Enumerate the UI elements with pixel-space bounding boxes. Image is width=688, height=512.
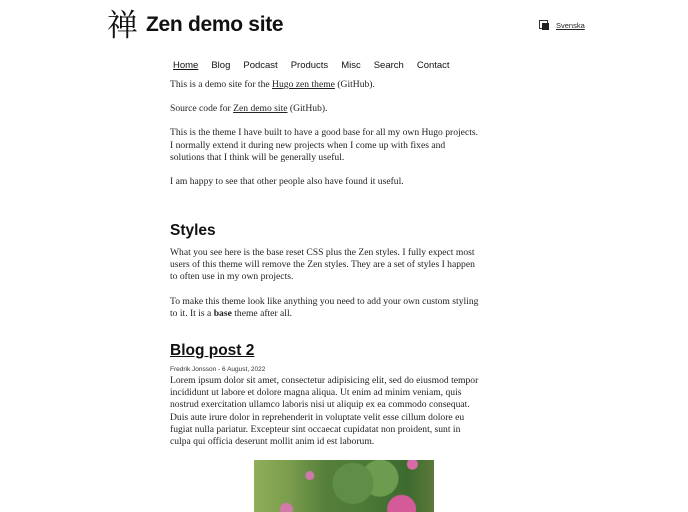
nav-contact[interactable]: Contact [416, 60, 450, 71]
hugo-zen-theme-link[interactable]: Hugo zen theme [272, 79, 335, 90]
main-nav [173, 60, 463, 71]
post-body: Lorem ipsum dolor sit amet, consectetur adipisicing elit, sed do eiusmod tempor incididunt ut labore et dolore magna aliqua. Ut enim ad minim veniam, quis nostrud exercitation ullamco laboris nisi ut aliquip ex ea commodo consequat. Duis aute irure dolor in reprehenderit in voluptate velit esse cillum dolore eu fugiat nulla pariatur. Excepteur sint occaecat cupidatat non proident, sunt in culpa qui officia deserunt mollit anim id est laborum. [170, 375, 479, 448]
intro-paragraph-1 [170, 79, 480, 91]
nav-misc[interactable]: Misc [341, 60, 361, 71]
site-title-link[interactable]: Zen demo site [146, 13, 284, 36]
language-switcher [539, 20, 585, 30]
bold-text: base [213, 307, 232, 319]
post-meta: Fredrik Jonsson - 6 August, 2022 [170, 366, 266, 373]
translate-icon [539, 20, 549, 30]
intro-paragraph-3: This is the theme I have built to have a good base for all my own Hugo projects. I normally extend it during new projects when I come up with fixes and solutions that I think will be generally useful. [170, 127, 478, 163]
text: theme after all. [231, 307, 293, 319]
text: (GitHub). [287, 103, 328, 115]
post-title-link[interactable]: Blog post 2 [170, 342, 255, 359]
zen-demo-site-link[interactable]: Zen demo site [233, 103, 288, 115]
text: Source code for [170, 103, 234, 115]
roses-photo [254, 460, 434, 512]
styles-paragraph-2 [170, 296, 482, 320]
intro-section [170, 79, 480, 200]
post-heading [170, 342, 254, 360]
logo-glyph: 禅 [107, 8, 138, 44]
styles-heading: Styles [170, 222, 216, 239]
nav-home[interactable]: Home [173, 60, 199, 71]
styles-section [170, 247, 482, 332]
nav-search[interactable]: Search [373, 60, 404, 71]
text: This is a demo site for the [170, 79, 273, 90]
nav-products[interactable]: Products [290, 60, 329, 71]
intro-paragraph-4: I am happy to see that other people also have found it useful. [170, 176, 404, 188]
intro-paragraph-2 [170, 103, 480, 115]
text: To make this theme look like anything you need to add your own custom styling to it. It is a [170, 295, 479, 319]
styles-paragraph-1: What you see here is the base reset CSS plus the Zen styles. I fully expect most users of this theme will remove the Zen styles. They are a set of styles I happen to often use in my own projects. [170, 247, 475, 283]
language-link-svenska[interactable]: Svenska [556, 20, 585, 30]
text: (GitHub). [334, 79, 375, 90]
nav-blog[interactable]: Blog [211, 60, 231, 71]
nav-podcast[interactable]: Podcast [243, 60, 278, 71]
